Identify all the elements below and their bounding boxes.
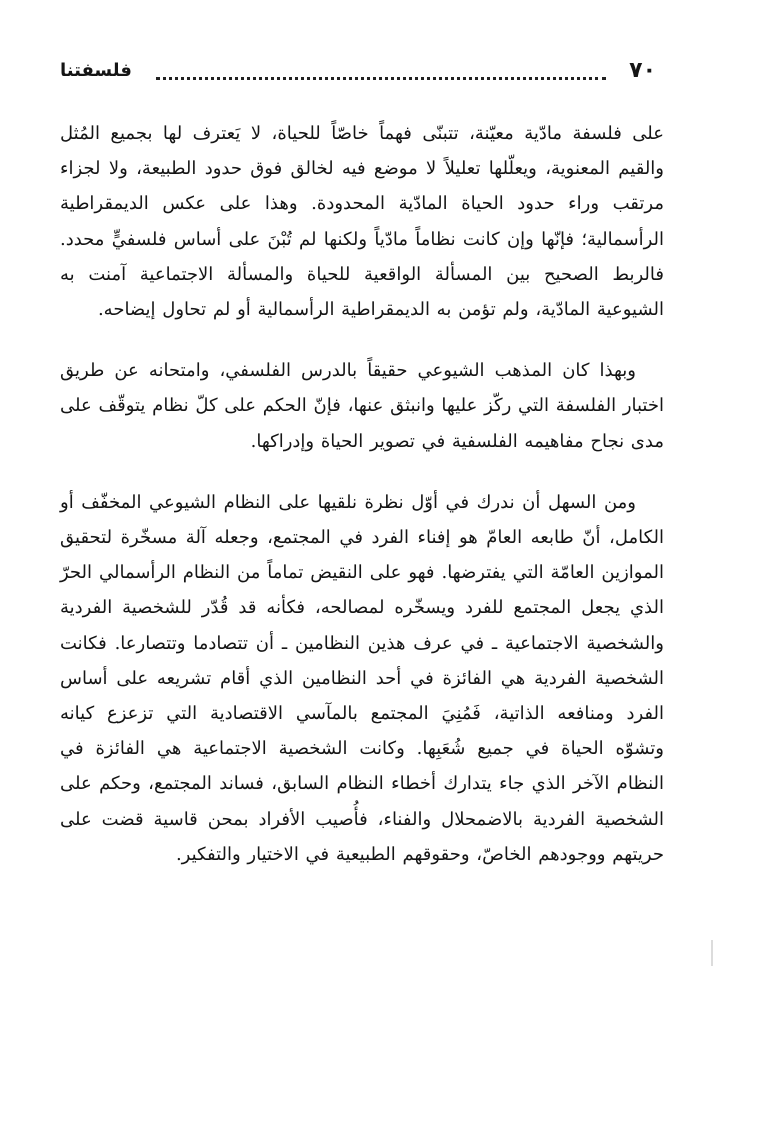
margin-scan-mark — [711, 940, 713, 966]
book-title: فلسفتنا — [60, 60, 132, 81]
paragraph-2: وبهذا كان المذهب الشيوعي حقيقاً بالدرس الفلسفي، وامتحانه عن طريق اختبار الفلسفة التي ركّز عليها وانبثق عنها، فإنّ الحكم على كلّ نظام يتوقّف على مدى نجاح مفاهيمه الفلسفية في تصوير الحياة وإدراكها. — [60, 360, 664, 452]
page-body — [60, 116, 664, 898]
running-header — [60, 56, 656, 88]
paragraph-3: ومن السهل أن ندرك في أوّل نظرة نلقيها على النظام الشيوعي المخفّف أو الكامل، أنّ طابعه العامّ هو إفناء الفرد في المجتمع، وجعله آلة مسخّرة لتحقيق الموازين العامّة التي يفترضها. فهو على النقيض تماماً من النظام الرأسمالي الحرّ الذي يجعل المجتمع للفرد ويسخّره لمصالحه، فكأنه قد قُدّر للشخصية الفردية والشخصية الاجتماعية ـ في عرف هذين النظامين ـ أن تتصادما وتتصارعا. فكانت الشخصية الفردية هي الفائزة في أحد النظامين الذي أقام تشريعه على أساس الفرد ومنافعه الذاتية، فَمُنِيَ المجتمع بالمآسي الاقتصادية التي تزعزع كيانه وتشوّه الحياة في جميع شُعَبِها. وكانت الشخصية الاجتماعية هي الفائزة في النظام الآخر الذي جاء يتدارك أخطاء النظام السابق، فساند المجتمع، وحكم على الشخصية الفردية بالاضمحلال والفناء، فأُصيب الأفراد بمحن قاسية قضت على حريتهم ووجودهم الخاصّ، وحقوقهم الطبيعية في الاختيار والتفكير. — [60, 491, 664, 865]
header-dotted-leader — [156, 77, 606, 80]
paragraph-1: على فلسفة مادّية معيّنة، تتبنّى فهماً خاصّاً للحياة، لا يَعترف لها بجميع المُثل والقيم المعنوية، ويعلّلها تعليلاً لا موضع فيه لخالق فوق حدود الطبيعة، ولا لجزاء مرتقب وراء حدود الحياة المادّية المحدودة. وهذا على عكس الديمقراطية الرأسمالية؛ فإنّها وإن كانت نظاماً مادّياً ولكنها لم تُبْنَ على أساس فلسفيٍّ محدد. فالربط الصحيح بين المسألة الواقعية للحياة والمسألة الاجتماعية آمنت به الشيوعية المادّية، ولم تؤمن به الديمقراطية الرأسمالية أو لم تحاول إيضاحه. — [60, 123, 664, 321]
page-number: ٧٠ — [629, 58, 656, 83]
